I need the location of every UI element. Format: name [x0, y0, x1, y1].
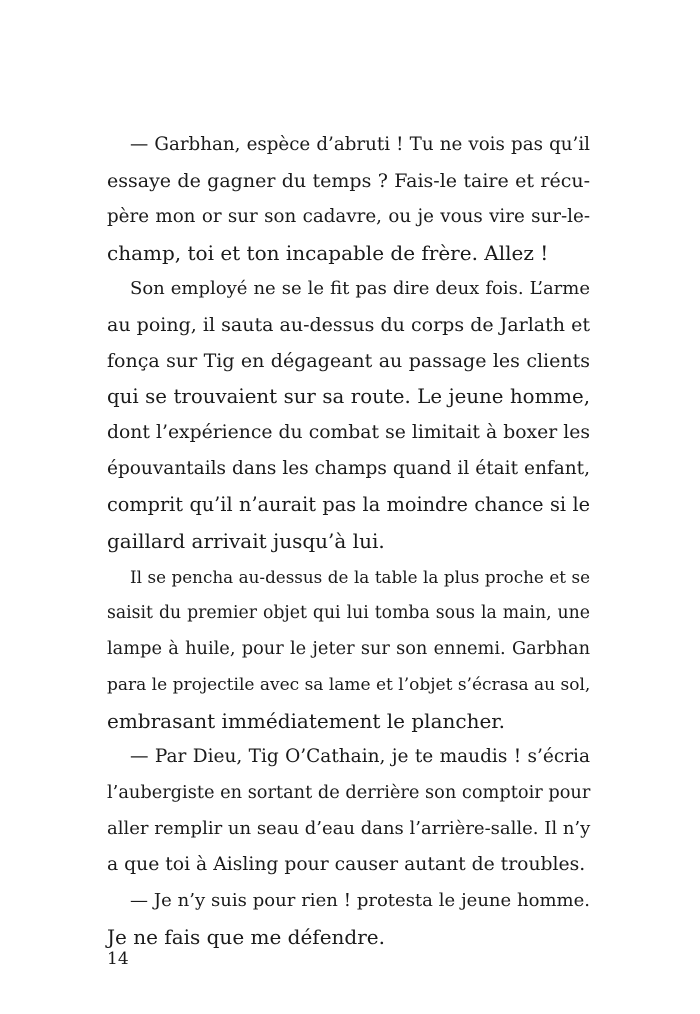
- paragraph: [107, 739, 590, 883]
- text-line: embrasant immédiatement le plancher.: [107, 709, 506, 733]
- text-line: au poing, il sauta au-dessus du corps de Jarlath et: [107, 314, 590, 336]
- text-line: a que toi à Aisling pour causer autant de troubles.: [107, 854, 586, 875]
- page-number: 14: [107, 949, 129, 969]
- text-line: l’aubergiste en sortant de derrière son comptoir pour: [107, 783, 591, 803]
- text-line: — Garbhan, espèce d’abruti ! Tu ne vois pas qu’il: [130, 134, 590, 155]
- text-line: — Par Dieu, Tig O’Cathain, je te maudis ! s’écria: [130, 746, 590, 767]
- text-line: Son employé ne se le fit pas dire deux fois. L’arme: [130, 278, 590, 299]
- text-line: essaye de gagner du temps ? Fais-le taire et récu-: [107, 170, 590, 192]
- text-line: lampe à huile, pour le jeter sur son ennemi. Garbhan: [107, 639, 590, 659]
- text-line: qui se trouvaient sur sa route. Le jeune homme,: [107, 385, 590, 408]
- text-line: dont l’expérience du combat se limitait à boxer les: [107, 422, 590, 443]
- text-line: fonça sur Tig en dégageant au passage les clients: [107, 350, 590, 372]
- text-line: saisit du premier objet qui lui tomba sous la main, une: [107, 603, 590, 623]
- text-line: — Je n’y suis pour rien ! protesta le jeune homme.: [130, 890, 590, 911]
- text-line: épouvantails dans les champs quand il était enfant,: [107, 458, 590, 479]
- paragraph: [107, 559, 590, 739]
- text-line: gaillard arrivait jusqu’à lui.: [107, 529, 385, 553]
- body-text: [107, 127, 590, 955]
- paragraph: [107, 271, 590, 559]
- text-line: aller remplir un seau d’eau dans l’arrière-salle. Il n’y: [107, 818, 591, 839]
- text-line: père mon or sur son cadavre, ou je vous vire sur-le-: [107, 206, 590, 227]
- text-line: comprit qu’il n’aurait pas la moindre chance si le: [107, 493, 590, 516]
- text-line: Je ne fais que me défendre.: [107, 925, 385, 949]
- text-line: champ, toi et ton incapable de frère. Allez !: [107, 241, 549, 265]
- paragraph: [107, 127, 590, 271]
- paragraph: [107, 883, 590, 955]
- text-line: Il se pencha au-dessus de la table la plus proche et se: [130, 567, 590, 587]
- text-line: para le projectile avec sa lame et l’objet s’écrasa au sol,: [107, 675, 591, 695]
